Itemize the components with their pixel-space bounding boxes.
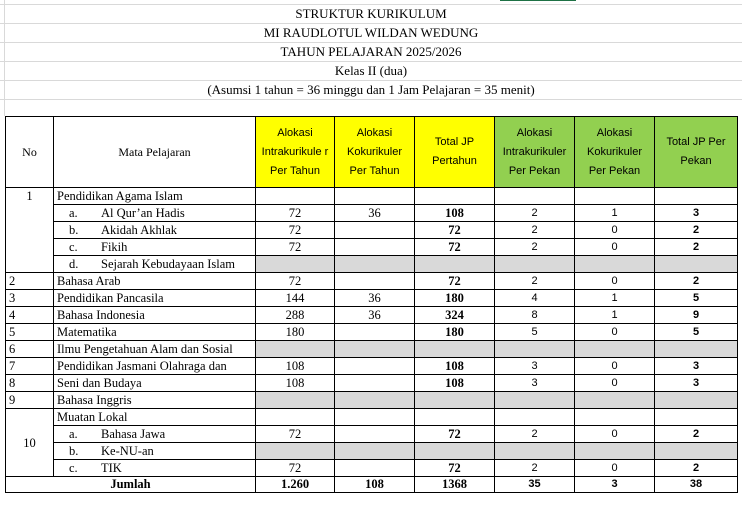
total-year[interactable]: 108	[415, 205, 495, 222]
col-header-intra-year: Alokasi Intrakurikule r Per Tahun	[256, 117, 335, 188]
table-row	[6, 324, 738, 341]
table-row	[6, 307, 738, 324]
intra-week[interactable]: 2	[495, 205, 575, 222]
table-row	[6, 256, 738, 273]
intra-year[interactable]: 72	[256, 205, 335, 222]
total-week[interactable]: 2	[655, 222, 738, 239]
intra-year[interactable]: 144	[256, 290, 335, 307]
koku-year[interactable]	[335, 239, 415, 256]
cell-empty[interactable]	[335, 188, 415, 205]
intra-year[interactable]: 72	[256, 239, 335, 256]
col-header-total-week: Total JP Per Pekan	[655, 117, 738, 188]
subject-name[interactable]: Muatan Lokal	[54, 409, 256, 426]
cell-empty[interactable]	[256, 188, 335, 205]
intra-year[interactable]: 72	[256, 222, 335, 239]
total-week[interactable]: 2	[655, 273, 738, 290]
intra-year[interactable]: 72	[256, 426, 335, 443]
row-no[interactable]: 7	[6, 358, 54, 375]
intra-week[interactable]: 5	[495, 324, 575, 341]
cell-empty[interactable]	[415, 443, 495, 460]
cell-empty[interactable]	[256, 392, 335, 409]
row-no[interactable]: 4	[6, 307, 54, 324]
cell-empty[interactable]	[415, 409, 495, 426]
cell-empty[interactable]	[415, 341, 495, 358]
sub-name: Bahasa Jawa	[101, 427, 166, 441]
table-row	[6, 341, 738, 358]
koku-year[interactable]	[335, 324, 415, 341]
subject-name[interactable]: Matematika	[54, 324, 256, 341]
intra-year[interactable]: 72	[256, 460, 335, 477]
subject-name[interactable]: Bahasa Inggris	[54, 392, 256, 409]
cell-empty[interactable]	[256, 256, 335, 273]
sub-name: Akidah Akhlak	[101, 223, 178, 237]
total-year[interactable]: 180	[415, 290, 495, 307]
subject-name[interactable]	[54, 239, 256, 256]
koku-year[interactable]	[335, 273, 415, 290]
cell-empty[interactable]	[575, 443, 655, 460]
table-row	[6, 290, 738, 307]
cell-empty[interactable]	[256, 443, 335, 460]
koku-year[interactable]	[335, 358, 415, 375]
cell-empty[interactable]	[495, 409, 575, 426]
koku-year[interactable]: 36	[335, 307, 415, 324]
sub-letter: b.	[69, 444, 79, 458]
koku-year[interactable]: 36	[335, 205, 415, 222]
intra-year[interactable]: 180	[256, 324, 335, 341]
sub-letter: d.	[69, 257, 79, 271]
cell-empty[interactable]	[575, 409, 655, 426]
table-row	[6, 426, 738, 443]
col-header-koku-year: Alokasi Kokurikuler Per Tahun	[335, 117, 415, 188]
koku-week[interactable]: 0	[575, 222, 655, 239]
sub-letter: a.	[69, 206, 78, 220]
table-row	[6, 358, 738, 375]
koku-week[interactable]: 0	[575, 375, 655, 392]
sub-name: Ke-NU-an	[101, 444, 154, 458]
col-header-total-year: Total JP Pertahun	[415, 117, 495, 188]
intra-week[interactable]: 4	[495, 290, 575, 307]
koku-week[interactable]: 0	[575, 273, 655, 290]
gridline	[0, 99, 742, 100]
koku-week[interactable]: 1	[575, 307, 655, 324]
cell-empty[interactable]	[415, 392, 495, 409]
table-row	[6, 273, 738, 290]
total-year[interactable]: 324	[415, 307, 495, 324]
table-row	[6, 222, 738, 239]
sub-letter: a.	[69, 427, 78, 441]
total-intra-year[interactable]: 1.260	[256, 477, 335, 493]
subject-name[interactable]	[54, 222, 256, 239]
cell-empty[interactable]	[335, 256, 415, 273]
subject-name[interactable]	[54, 205, 256, 222]
cell-empty[interactable]	[575, 341, 655, 358]
sub-letter: c.	[69, 240, 78, 254]
row-no[interactable]: 9	[6, 392, 54, 409]
subject-name[interactable]	[54, 256, 256, 273]
total-week[interactable]: 5	[655, 290, 738, 307]
sub-name: Fikih	[101, 240, 128, 254]
total-year[interactable]: 72	[415, 460, 495, 477]
totals-row	[6, 477, 738, 493]
row-no[interactable]: 3	[6, 290, 54, 307]
total-year[interactable]: 72	[415, 426, 495, 443]
curriculum-table	[5, 116, 738, 493]
subject-name[interactable]: Ilmu Pengetahuan Alam dan Sosial	[54, 341, 256, 358]
intra-week[interactable]: 2	[495, 273, 575, 290]
intra-week[interactable]: 2	[495, 239, 575, 256]
total-year[interactable]: 180	[415, 324, 495, 341]
koku-year[interactable]: 36	[335, 290, 415, 307]
table-row	[6, 205, 738, 222]
koku-year[interactable]	[335, 426, 415, 443]
sub-name: Al Qur’an Hadis	[101, 206, 185, 220]
total-intra-week[interactable]: 35	[495, 477, 575, 493]
cell-empty[interactable]	[335, 392, 415, 409]
total-year[interactable]: 108	[415, 358, 495, 375]
sub-name: TIK	[101, 461, 122, 475]
intra-week[interactable]: 2	[495, 222, 575, 239]
cell-empty[interactable]	[415, 188, 495, 205]
table-row	[6, 443, 738, 460]
assumption-note: (Asumsi 1 tahun = 36 minggu dan 1 Jam Pelajaran = 35 menit)	[207, 82, 535, 97]
cell-empty[interactable]	[575, 392, 655, 409]
cell-empty[interactable]	[655, 256, 738, 273]
koku-year[interactable]	[335, 222, 415, 239]
intra-week[interactable]: 3	[495, 375, 575, 392]
intra-year[interactable]: 288	[256, 307, 335, 324]
subject-name[interactable]	[54, 460, 256, 477]
intra-year[interactable]: 108	[256, 358, 335, 375]
total-koku-week[interactable]: 3	[575, 477, 655, 493]
total-year[interactable]: 72	[415, 273, 495, 290]
intra-week[interactable]: 2	[495, 426, 575, 443]
totals-label[interactable]: Jumlah	[6, 477, 256, 493]
row-no[interactable]: 8	[6, 375, 54, 392]
table-row	[6, 409, 738, 426]
col-header-koku-week: Alokasi Kokurikuler Per Pekan	[575, 117, 655, 188]
class-label: Kelas II (dua)	[334, 63, 408, 78]
koku-week[interactable]: 0	[575, 239, 655, 256]
table-header-row	[6, 117, 738, 188]
koku-week[interactable]: 1	[575, 290, 655, 307]
table-row	[6, 375, 738, 392]
cell-empty[interactable]	[575, 188, 655, 205]
sub-letter: b.	[69, 223, 79, 237]
total-year[interactable]: 108	[415, 375, 495, 392]
table-row	[6, 460, 738, 477]
table-row	[6, 188, 738, 205]
cell-empty[interactable]	[495, 188, 575, 205]
total-week[interactable]: 9	[655, 307, 738, 324]
cell-empty[interactable]	[495, 443, 575, 460]
row-no[interactable]: 2	[6, 273, 54, 290]
total-year[interactable]: 72	[415, 222, 495, 239]
total-total-week[interactable]: 38	[655, 477, 738, 493]
row-no[interactable]: 6	[6, 341, 54, 358]
cell-empty[interactable]	[495, 256, 575, 273]
col-header-no: No	[6, 117, 54, 188]
table-row	[6, 392, 738, 409]
koku-year[interactable]	[335, 375, 415, 392]
cell-empty[interactable]	[655, 409, 738, 426]
koku-week[interactable]: 1	[575, 205, 655, 222]
subject-name[interactable]	[54, 443, 256, 460]
cell-empty[interactable]	[335, 409, 415, 426]
total-week[interactable]: 3	[655, 205, 738, 222]
cell-empty[interactable]	[256, 341, 335, 358]
total-week[interactable]: 3	[655, 375, 738, 392]
koku-week[interactable]: 0	[575, 460, 655, 477]
cell-empty[interactable]	[495, 341, 575, 358]
total-week[interactable]: 2	[655, 239, 738, 256]
intra-year[interactable]: 108	[256, 375, 335, 392]
total-week[interactable]: 2	[655, 426, 738, 443]
cell-empty[interactable]	[655, 188, 738, 205]
cell-empty[interactable]	[655, 341, 738, 358]
table-row	[6, 239, 738, 256]
subject-name[interactable]: Seni dan Budaya	[54, 375, 256, 392]
cell-empty[interactable]	[415, 256, 495, 273]
koku-week[interactable]: 0	[575, 358, 655, 375]
academic-year: TAHUN PELAJARAN 2025/2026	[280, 44, 462, 59]
total-week[interactable]: 5	[655, 324, 738, 341]
row-no[interactable]: 5	[6, 324, 54, 341]
cell-empty[interactable]	[335, 443, 415, 460]
koku-year[interactable]	[335, 460, 415, 477]
row-no[interactable]: 1	[6, 188, 54, 273]
total-week[interactable]: 3	[655, 358, 738, 375]
intra-year[interactable]: 72	[256, 273, 335, 290]
koku-week[interactable]: 0	[575, 426, 655, 443]
intra-week[interactable]: 3	[495, 358, 575, 375]
subject-name[interactable]: Pendidikan Jasmani Olahraga dan	[54, 358, 256, 375]
cell-empty[interactable]	[655, 392, 738, 409]
total-total-year[interactable]: 1368	[415, 477, 495, 493]
intra-week[interactable]: 8	[495, 307, 575, 324]
cell-empty[interactable]	[575, 256, 655, 273]
col-header-intra-week: Alokasi Intrakurikuler Per Pekan	[495, 117, 575, 188]
col-header-subject: Mata Pelajaran	[54, 117, 256, 188]
total-week[interactable]: 2	[655, 460, 738, 477]
sub-name: Sejarah Kebudayaan Islam	[101, 257, 235, 271]
subject-name[interactable]: Pendidikan Pancasila	[54, 290, 256, 307]
school-name: MI RAUDLOTUL WILDAN WEDUNG	[263, 25, 479, 40]
total-koku-year[interactable]: 108	[335, 477, 415, 493]
subject-name[interactable]: Bahasa Arab	[54, 273, 256, 290]
subject-name[interactable]: Pendidikan Agama Islam	[54, 188, 256, 205]
koku-week[interactable]: 0	[575, 324, 655, 341]
cell-empty[interactable]	[495, 392, 575, 409]
subject-name[interactable]	[54, 426, 256, 443]
doc-title: STRUKTUR KURIKULUM	[295, 6, 447, 21]
subject-name[interactable]: Bahasa Indonesia	[54, 307, 256, 324]
row-no[interactable]: 10	[6, 409, 54, 477]
cell-empty[interactable]	[655, 443, 738, 460]
cell-empty[interactable]	[335, 341, 415, 358]
sub-letter: c.	[69, 461, 78, 475]
total-year[interactable]: 72	[415, 239, 495, 256]
intra-week[interactable]: 2	[495, 460, 575, 477]
cell-empty[interactable]	[256, 409, 335, 426]
